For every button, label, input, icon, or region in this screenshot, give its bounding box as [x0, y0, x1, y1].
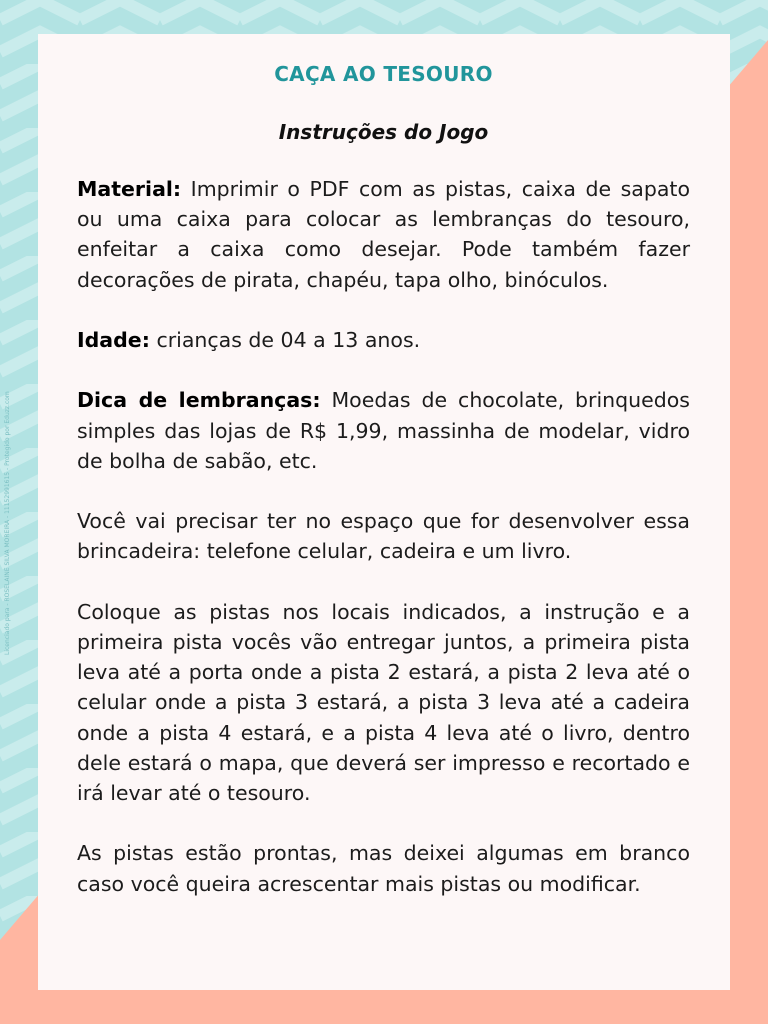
pistas-paragraph: Coloque as pistas nos locais indicados, a instrução e a primeira pista vocês vão entregar juntos, a primeira pista leva até a porta onde a pista 2 estará, a pista 2 leva até o celular onde a pista 3 estará, a pista 3 leva até a cadeira onde a pista 4 estará, e a pista 4 leva até o livro, dentro dele estará o mapa, que deverá ser impresso e recortado e irá levar até o tesouro. [77, 599, 690, 805]
dica-text: Moedas de chocolate, brinquedos simples das lojas de R$ 1,99, massinha de modelar, vidro de bolha de sabão, etc. [77, 388, 690, 473]
instructions-card [38, 34, 730, 990]
dica-label: Dica de lembranças: [77, 388, 321, 413]
material-label: Material: [77, 177, 182, 201]
espaco-paragraph: Você vai precisar ter no espaço que for desenvolver essa brincadeira: telefone celular, cadeira e um livro. [77, 509, 690, 564]
material-text: Imprimir o PDF com as pistas, caixa de sapato ou uma caixa para colocar as lembranças do tesouro, enfeitar a caixa como desejar. Pode também fazer decorações de pirata, chapéu, tapa olho, binóculos. [77, 177, 690, 292]
page-title: CAÇA AO TESOURO [274, 62, 493, 86]
final-paragraph: As pistas estão prontas, mas deixei algumas em branco caso você queira acrescentar mais pistas ou modificar. [77, 841, 690, 896]
idade-paragraph [77, 325, 690, 355]
idade-text: crianças de 04 a 13 anos. [149, 328, 421, 352]
watermark-text: Licenciado para - ROSELAINE SILVA MOREIRA - 11152991615 - Protegido por Eduzz.com [4, 391, 11, 655]
page-subtitle: Instruções do Jogo [278, 120, 489, 144]
dica-paragraph [77, 385, 690, 476]
material-paragraph [77, 174, 690, 295]
idade-label: Idade: [77, 328, 150, 352]
